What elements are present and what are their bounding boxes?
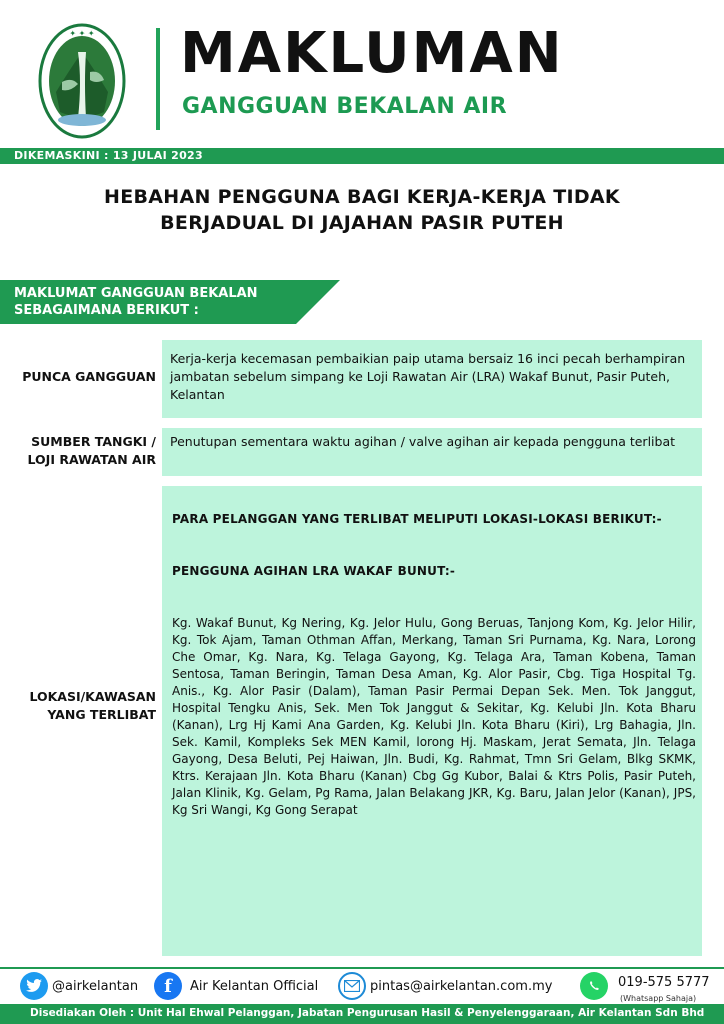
email-contact[interactable]: [338, 970, 552, 1002]
header-divider: [156, 28, 160, 130]
whatsapp-icon: [580, 972, 608, 1000]
page-title: MAKLUMAN: [180, 21, 564, 86]
svg-text:✦ ✦ ✦: ✦ ✦ ✦: [69, 29, 95, 38]
twitter-icon: [20, 972, 48, 1000]
lokasi-list: Kg. Wakaf Bunut, Kg Nering, Kg. Jelor Hulu, Gong Beruas, Tanjong Kom, Kg. Jelor Hilir, Kg. Tok Ajam, Taman Othman Affan, Merkang, Taman Sri Purnama, Kg. Nara, Lorong Che Omar, Kg. Nara, Kg. Telaga Gayong, Kg. Telaga Ara, Taman Kobena, Taman Sentosa, Taman Beringin, Taman Desa Aman, Kg. Alor Pasir, Cbg. Tiga Hospital Tg. Anis., Kg. Alor Pasir (Dalam), Taman Pasir Permai Depan Sek. Men. Tok Janggut, Hospital Tengku Anis, Sek. Men Tok Janggut & Sekitar, Kg. Kelubi Jln. Kota Bharu (Kanan), Lrg Hj Kami Ana Garden, Kg. Kelubi Jln. Kota Bharu (Kiri), Lrg Bahagia, Jln. Sek. Kamil, Kompleks Sek MEN Kamil, lorong Hj. Maskam, Jerat Semata, Jln. Telaga Gayong, Desa Beluti, Pej Haiwan, Jln. Budi, Kg. Rahmat, Tmn Sri Gelam, Blkg SKMK, Ktrs. Kerajaan Jln. Kota Bharu (Kanan) Cbg Gg Kubor, Balai & Ktrs Polis, Pasir Puteh, Jalan Klinik, Kg. Gelam, Pg Rama, Jalan Belakang JKR, Kg. Baru, Jalan Jelor (Kanan), JPS, Kg Sri Wangi, Kg Gong Serapat: [172, 616, 696, 817]
punca-label: PUNCA GANGGUAN: [22, 369, 156, 384]
updated-date-bar: [0, 148, 724, 164]
phone-number: 019-575 5777: [618, 974, 710, 990]
prepared-label: Disediakan Oleh :: [30, 1007, 135, 1019]
facebook-page: Air Kelantan Official: [190, 978, 319, 994]
page-subtitle: GANGGUAN BEKALAN AIR: [182, 94, 508, 119]
lokasi-label: [10, 688, 156, 724]
facebook-contact[interactable]: [154, 970, 318, 1002]
lokasi-label-line-2: YANG TERLIBAT: [47, 707, 156, 722]
sumber-label-line-2: LOJI RAWATAN AIR: [27, 452, 156, 467]
updated-date: DIKEMASKINI : 13 JULAI 2023: [14, 149, 203, 162]
lokasi-label-line-1: LOKASI/KAWASAN: [29, 689, 156, 704]
twitter-handle: @airkelantan: [52, 978, 139, 994]
section-banner-line-2: SEBAGAIMANA BERIKUT :: [14, 303, 199, 318]
sumber-label: [10, 433, 156, 469]
prepared-by: [30, 1007, 704, 1019]
announcement-headline: [0, 184, 724, 236]
section-banner: [0, 280, 340, 324]
phone-note: (Whatsapp Sahaja): [620, 994, 697, 1003]
email-address: pintas@airkelantan.com.my: [370, 978, 553, 994]
section-banner-line-1: MAKLUMAT GANGGUAN BEKALAN: [14, 286, 258, 301]
lokasi-box: [162, 486, 702, 956]
sumber-text: Penutupan sementara waktu agihan / valve agihan air kepada pengguna terlibat: [170, 434, 676, 449]
email-icon: [338, 972, 366, 1000]
sumber-label-line-1: SUMBER TANGKI /: [31, 434, 156, 449]
prepared-by-unit: Unit Hal Ehwal Pelanggan, Jabatan Pengurusan Hasil & Penyelenggaraan, Air Kelantan Sdn Bhd: [137, 1007, 705, 1019]
headline-line-2: BERJADUAL DI JAJAHAN PASIR PUTEH: [160, 212, 564, 234]
facebook-icon: f: [154, 972, 182, 1000]
twitter-contact[interactable]: [20, 970, 138, 1002]
lokasi-heading-1: PARA PELANGGAN YANG TERLIBAT MELIPUTI LOKASI-LOKASI BERIKUT:-: [172, 512, 662, 526]
air-kelantan-logo: [38, 22, 126, 140]
headline-line-1: HEBAHAN PENGGUNA BAGI KERJA-KERJA TIDAK: [104, 186, 620, 208]
prepared-by-bar: [0, 1004, 724, 1024]
footer-divider: [0, 967, 724, 969]
punca-box: [162, 340, 702, 418]
sumber-box: [162, 428, 702, 476]
footer-contacts: [0, 970, 724, 1002]
punca-text: Kerja-kerja kecemasan pembaikian paip utama bersaiz 16 inci pecah berhampiran jambatan sebelum simpang ke Loji Rawatan Air (LRA) Wakaf Bunut, Pasir Puteh, Kelantan: [170, 351, 686, 402]
lokasi-heading-2: PENGGUNA AGIHAN LRA WAKAF BUNUT:-: [172, 564, 456, 578]
